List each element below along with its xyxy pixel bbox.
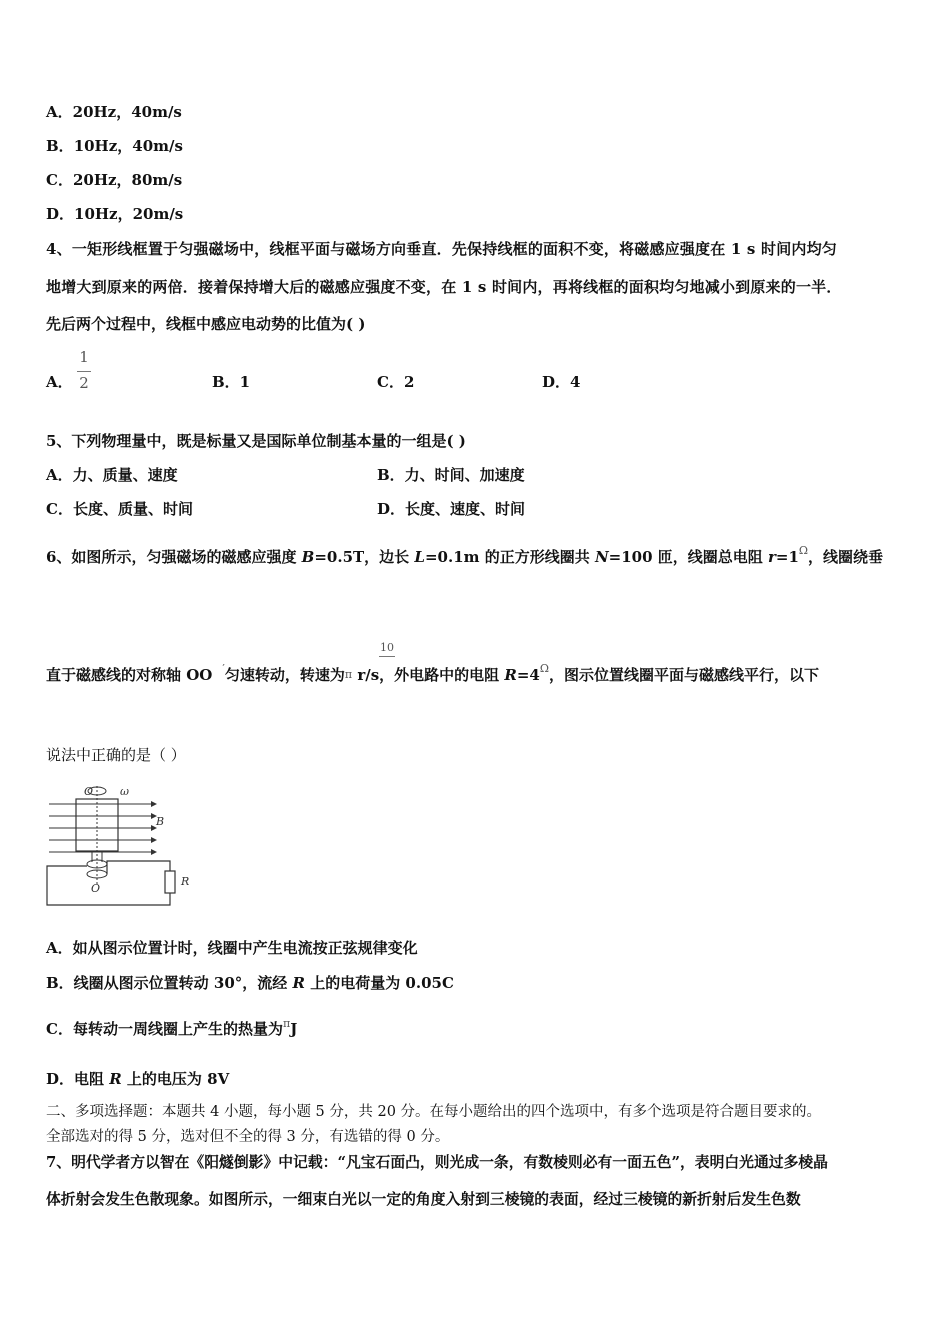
q6-stem-line-3: 说法中正确的是（ ） [46, 746, 186, 764]
q3-option-d: D．10Hz，20m/s [46, 205, 184, 223]
q6-option-b: B．线圈从图示位置转动 30°，流经 R 上的电荷量为 0.05C [46, 974, 454, 992]
external-circuit-wire [107, 861, 170, 874]
ohm-symbol: Ω [539, 662, 549, 675]
q6-coil-figure [44, 782, 194, 912]
q4-option-a-denominator: 2 [79, 374, 89, 392]
q5-option-c: C．长度、质量、时间 [46, 500, 193, 518]
q6-option-c: C．每转动一周线圈上产生的热量为$^\pi$J [46, 1017, 298, 1038]
q4-stem-line-2: 地增大到原来的两倍．接着保持增大后的磁感应强度不变，在 1 s 时间内，再将线框的面积均匀地减小到原来的一半． [46, 278, 842, 296]
q6-speed-numerator: 10 [380, 641, 394, 654]
section2-heading-line-2: 全部选对的得 5 分，选对但不全的得 3 分，有选错的得 0 分。 [46, 1129, 450, 1145]
resistor-label: R [181, 875, 190, 888]
q5-option-b: B．力、时间、加速度 [377, 466, 525, 484]
q5-option-a: A．力、质量、速度 [46, 466, 178, 484]
field-arrow [151, 801, 157, 807]
field-arrow [151, 837, 157, 843]
q6-stem-line-2: 直于磁感线的对称轴 OO ′匀速转动，转速为π r/s，外电路中的电阻 $R=4^\Omega$，图示位置线圈平面与磁感线平行，以下 [46, 662, 820, 684]
q6-speed-fraction-bar [379, 656, 395, 657]
q4-option-a-numerator: 1 [79, 348, 89, 366]
q4-option-a-fraction-bar [77, 371, 91, 372]
axis-label-bottom: O [91, 882, 101, 895]
q7-stem-line-1: 7、明代学者方以智在《阳燧倒影》中记载：“凡宝石面凸，则光成一条，有数棱则必有一面五色”，表明白光通过多棱晶 [46, 1154, 828, 1171]
q7-stem-line-2: 体折射会发生色散现象。如图所示，一细束白光以一定的角度入射到三棱镜的表面，经过三棱镜的新折射后发生色数 [46, 1191, 801, 1208]
q4-option-a: A． [46, 373, 73, 391]
q3-option-b: B．10Hz，40m/s [46, 137, 183, 155]
q3-option-c: C．20Hz，80m/s [46, 171, 183, 189]
q6-option-d: D．电阻 R 上的电压为 8V [46, 1070, 230, 1088]
q5-option-d: D．长度、速度、时间 [377, 500, 526, 518]
q3-option-a: A．20Hz，40m/s [46, 103, 182, 121]
external-circuit-wire [47, 866, 170, 905]
axis-label-top: O [84, 785, 94, 798]
q4-option-d: D．4 [542, 373, 581, 391]
field-label: B [156, 815, 165, 828]
q4-stem-line-3: 先后两个过程中，线框中感应电动势的比值为( ) [46, 315, 366, 333]
ohm-symbol: Ω [798, 544, 809, 557]
resistor [165, 871, 175, 893]
section2-heading-line-1: 二、多项选择题：本题共 4 小题，每小题 5 分，共 20 分。在每小题给出的四个选项中，有多个选项是符合题目要求的。 [46, 1104, 822, 1120]
omega-label: ω [120, 785, 129, 798]
q6-stem-line-1: 6、如图所示，匀强磁场的磁感应强度 B=0.5T，边长 L=0.1m 的正方形线圈共 N=100 匝，线圈总电阻 $r=1^\Omega$，线圈绕垂 [46, 544, 884, 566]
q6-option-a: A．如从图示位置计时，线圈中产生电流按正弦规律变化 [46, 939, 418, 957]
q4-option-b: B．1 [212, 373, 251, 391]
q4-stem-line-1: 4、一矩形线框置于匀强磁场中，线框平面与磁场方向垂直．先保持线框的面积不变，将磁感应强度在 1 s 时间内均匀 [46, 240, 837, 258]
q5-stem: 5、下列物理量中，既是标量又是国际单位制基本量的一组是( ) [46, 432, 466, 450]
q4-option-c: C．2 [377, 373, 415, 391]
field-arrow [151, 849, 157, 855]
